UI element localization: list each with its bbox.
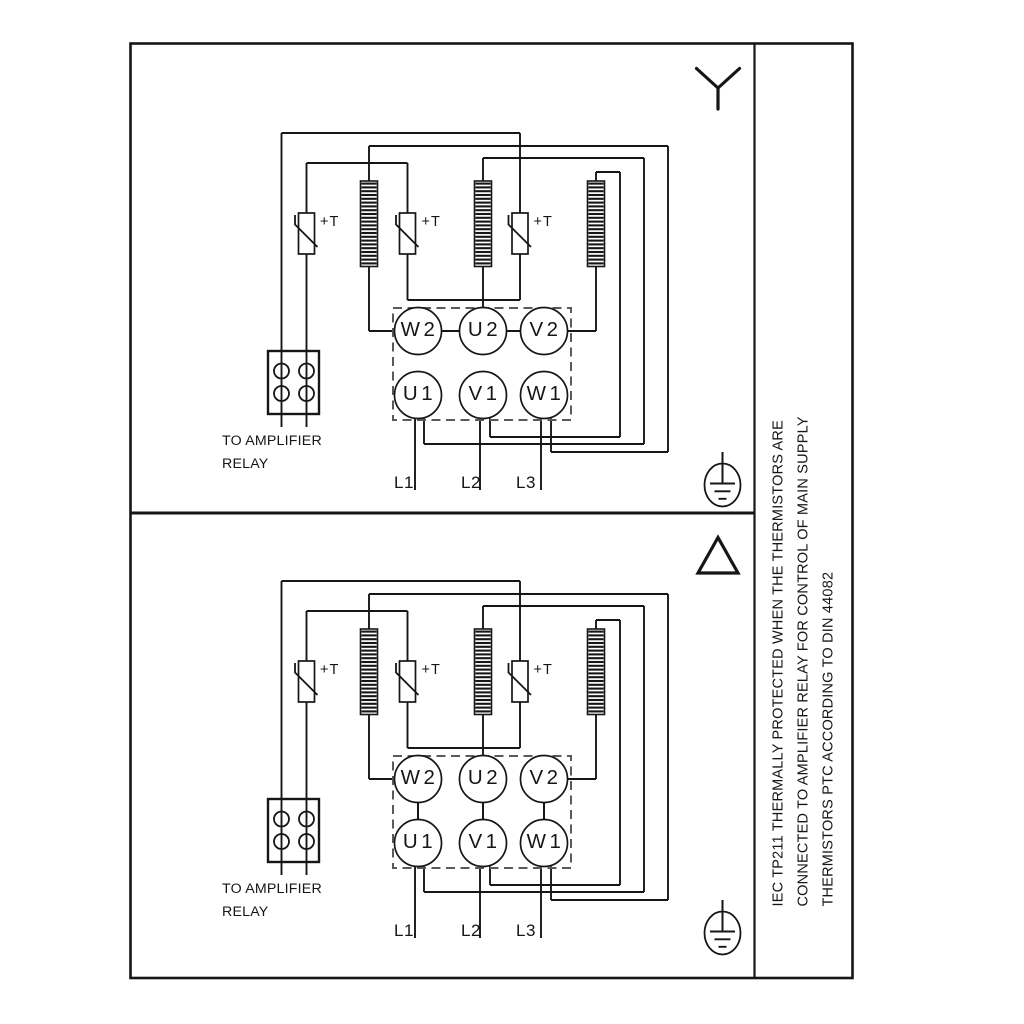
- supply-label-l1: L1: [394, 473, 414, 492]
- thermistor-symbol: [396, 661, 419, 702]
- earth-ground-icon: [705, 900, 741, 955]
- thermistor-label: +T: [421, 213, 441, 230]
- thermistor-symbol: [509, 213, 532, 254]
- delta-connection-panel: [268, 538, 741, 955]
- relay-caption: [222, 430, 322, 475]
- sidebar-note-line2: CONNECTED TO AMPLIFIER RELAY FOR CONTROL OF MAIN SUPPLY: [795, 416, 812, 907]
- star-connection-panel: [268, 69, 741, 507]
- terminal-label-v2: V2: [529, 318, 562, 342]
- winding-coil-symbol: [475, 629, 492, 715]
- thermistor-symbol: [295, 661, 318, 702]
- delta-icon: [698, 538, 738, 574]
- terminal-label-v1: V1: [468, 830, 501, 854]
- thermistor-label: +T: [320, 213, 340, 230]
- terminal-label-w1: W1: [526, 830, 565, 854]
- supply-label-l2: L2: [461, 921, 481, 940]
- terminal-label-v2: V2: [529, 766, 562, 790]
- sidebar-note-line3: THERMISTORS PTC ACCORDING TO DIN 44082: [820, 571, 837, 907]
- relay-terminal-block: [268, 351, 319, 414]
- terminal-label-u1: U1: [402, 382, 437, 406]
- supply-label-l2: L2: [461, 473, 481, 492]
- thermistor-label: +T: [533, 661, 553, 678]
- thermistor-label: +T: [320, 661, 340, 678]
- supply-label-l3: L3: [516, 921, 536, 940]
- relay-caption: [222, 878, 322, 923]
- thermistor-symbol: [295, 213, 318, 254]
- thermistor-label: +T: [421, 661, 441, 678]
- terminal-label-w2: W2: [400, 766, 439, 790]
- terminal-label-u2: U2: [467, 318, 502, 342]
- thermistor-symbol: [396, 213, 419, 254]
- winding-coil-symbol: [588, 181, 605, 267]
- terminal-label-v1: V1: [468, 382, 501, 406]
- sidebar-note-line1: IEC TP211 THERMALLY PROTECTED WHEN THE THERMISTORS ARE: [770, 420, 787, 907]
- winding-coil-symbol: [588, 629, 605, 715]
- relay-caption-line1: TO AMPLIFIER: [222, 433, 322, 449]
- relay-terminal-block: [268, 799, 319, 862]
- thermistor-label: +T: [533, 213, 553, 230]
- terminal-label-w1: W1: [526, 382, 565, 406]
- terminal-label-u2: U2: [467, 766, 502, 790]
- terminal-label-w2: W2: [400, 318, 439, 342]
- relay-caption-line1: TO AMPLIFIER: [222, 881, 322, 897]
- relay-caption-line2: RELAY: [222, 903, 269, 920]
- relay-caption-line2: RELAY: [222, 455, 269, 472]
- terminal-label-u1: U1: [402, 830, 437, 854]
- winding-coil-symbol: [361, 629, 378, 715]
- supply-label-l3: L3: [516, 473, 536, 492]
- winding-coil-symbol: [475, 181, 492, 267]
- winding-coil-symbol: [361, 181, 378, 267]
- star-icon: [697, 69, 740, 110]
- supply-label-l1: L1: [394, 921, 414, 940]
- thermistor-symbol: [509, 661, 532, 702]
- earth-ground-icon: [705, 452, 741, 507]
- sidebar-note: [767, 361, 842, 911]
